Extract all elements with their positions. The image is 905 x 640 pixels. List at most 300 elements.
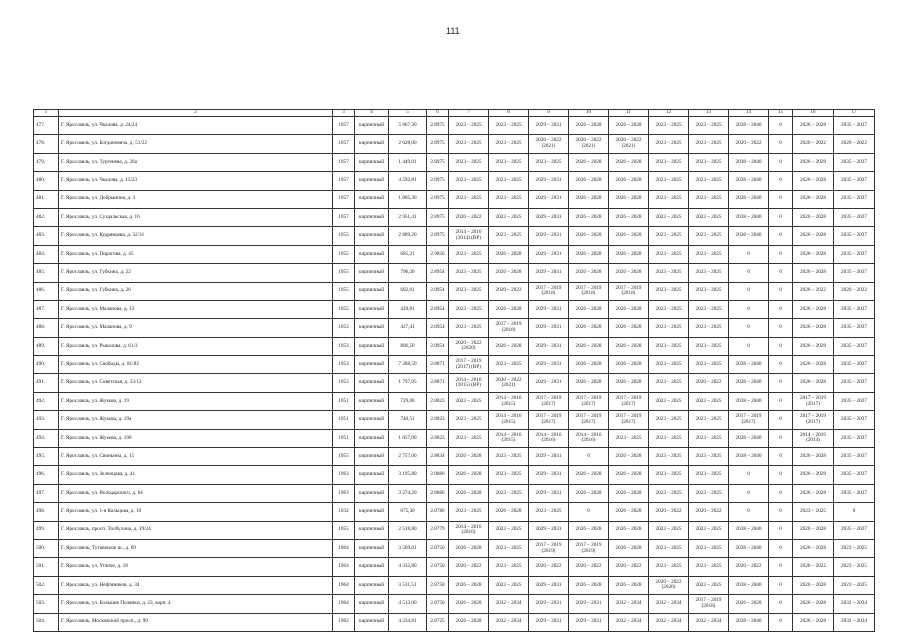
table-cell: 2032 – 2034 <box>609 613 649 631</box>
table-cell: 1955 <box>333 300 355 318</box>
table-cell: 2023 – 2025 <box>689 466 729 484</box>
table-cell: 1 797,05 <box>389 374 427 392</box>
table-cell: 2020 – 2022 (2021) <box>609 135 649 153</box>
table-cell: 1955 <box>333 264 355 282</box>
table-cell: 2026 – 2028 <box>569 117 609 135</box>
table-cell: 2023 – 2025 <box>649 558 689 576</box>
table-cell: 0 <box>769 319 793 337</box>
table-cell: 2026 – 2028 <box>609 117 649 135</box>
table-cell: 2026 – 2028 <box>449 448 489 466</box>
table-cell: 0 <box>769 190 793 208</box>
table-cell: 2023 – 2025 <box>449 411 489 429</box>
table-cell: Г. Ярославль, ул. Зеленцова, д. 41 <box>59 466 333 484</box>
table-cell: 0 <box>769 558 793 576</box>
table-cell: 1955 <box>333 282 355 300</box>
table-cell: 2.8975 <box>427 227 449 245</box>
table-cell: 2017 – 2019 (2017) <box>529 392 569 410</box>
table-cell: 2029 – 2031 <box>529 466 569 484</box>
table-row <box>34 300 875 318</box>
table-cell: 2.8786 <box>427 503 449 521</box>
table-cell: 2.8866 <box>427 484 449 502</box>
table-cell: 2035 – 2037 <box>834 466 875 484</box>
table-cell: 1 449,01 <box>389 153 427 171</box>
table-cell: 2026 – 2028 <box>609 374 649 392</box>
table-cell: Г. Ярославль, ул. Свободы, д. 81/83 <box>59 356 333 374</box>
column-header: 1 <box>34 110 59 117</box>
table-cell: 3 569,01 <box>389 539 427 557</box>
table-cell: 2026 – 2028 <box>793 264 834 282</box>
table-cell: кирпичный <box>355 374 389 392</box>
table-row <box>34 208 875 226</box>
table-cell: 3 531,51 <box>389 576 427 594</box>
table-cell: Г. Ярославль, ул. Большие Полянки, д. 23, корп. 4 <box>59 595 333 613</box>
table-cell: 2023 – 2025 <box>489 576 529 594</box>
table-cell: 2023 – 2025 <box>689 539 729 557</box>
table-cell: 2026 – 2028 <box>729 595 769 613</box>
table-cell: 2023 – 2025 <box>649 300 689 318</box>
table-cell: Г. Ярославль, ул. Советская, д. 23/12 <box>59 374 333 392</box>
table-cell: 487. <box>34 300 59 318</box>
table-cell: 2035 – 2037 <box>834 392 875 410</box>
table-cell: 0 <box>834 503 875 521</box>
table-cell: 494. <box>34 429 59 447</box>
table-cell: 0 <box>769 576 793 594</box>
table-cell: 0 <box>769 539 793 557</box>
table-cell: 2023 – 2025 <box>689 319 729 337</box>
table-cell: 2023 – 2025 <box>489 208 529 226</box>
table-cell: 2017 – 2019 (2018) <box>609 282 649 300</box>
table-cell: 2026 – 2028 <box>569 484 609 502</box>
table-cell: 2023 – 2025 <box>689 245 729 263</box>
table-cell: 2026 – 2028 <box>569 245 609 263</box>
column-header: 14 <box>729 110 769 117</box>
table-cell: 0 <box>769 466 793 484</box>
table-cell: 0 <box>769 613 793 631</box>
table-row <box>34 356 875 374</box>
table-cell: 3 195,80 <box>389 466 427 484</box>
table-cell: 1955 <box>333 521 355 539</box>
table-cell: 2026 – 2028 <box>609 190 649 208</box>
table-row <box>34 466 875 484</box>
table-cell: 2035 – 2037 <box>834 337 875 355</box>
table-cell: 2026 – 2028 <box>793 595 834 613</box>
table-cell: 1957 <box>333 117 355 135</box>
table-cell: 2023 – 2025 <box>689 429 729 447</box>
table-cell: 2017 – 2019 (2018) <box>569 282 609 300</box>
table-cell: 2023 – 2025 <box>649 484 689 502</box>
table-cell: 2.8954 <box>427 282 449 300</box>
table-cell: 2017 – 2019 (2017) <box>609 392 649 410</box>
table-cell: 2017 – 2019 (2017) <box>529 411 569 429</box>
table-cell: 796,20 <box>389 264 427 282</box>
table-cell: 2032 – 2034 <box>649 595 689 613</box>
table-row <box>34 227 875 245</box>
table-cell: 2023 – 2025 <box>689 576 729 594</box>
table-cell: 1963 <box>333 466 355 484</box>
table-cell: 498. <box>34 503 59 521</box>
table-cell: 2026 – 2028 <box>793 300 834 318</box>
table-cell: 2020 – 2022 <box>834 135 875 153</box>
table-cell: 2017 – 2019 (2017) <box>793 411 834 429</box>
table-cell: 2029 – 2031 <box>529 356 569 374</box>
table-cell: 0 <box>769 227 793 245</box>
table-cell: 2023 – 2025 <box>489 227 529 245</box>
table-cell: 0 <box>769 300 793 318</box>
table-cell: 1953 <box>333 356 355 374</box>
table-row <box>34 411 875 429</box>
column-header: 6 <box>427 110 449 117</box>
table-cell: 2023 – 2025 <box>689 300 729 318</box>
table-cell: Г. Ярославль, просп. Толбухина, д. 19/24 <box>59 521 333 539</box>
table-cell: 2.8750 <box>427 558 449 576</box>
table-cell: 2038 – 2040 <box>729 613 769 631</box>
table-cell: кирпичный <box>355 135 389 153</box>
table-cell: 2026 – 2028 <box>449 484 489 502</box>
table-row <box>34 319 875 337</box>
table-cell: 0 <box>729 245 769 263</box>
table-cell: 2026 – 2028 <box>609 484 649 502</box>
table-cell: 491. <box>34 374 59 392</box>
table-cell: 675,30 <box>389 503 427 521</box>
table-cell: 2020 – 2022 <box>793 135 834 153</box>
table-row <box>34 558 875 576</box>
table-cell: 2017 – 2019 (2017) <box>609 411 649 429</box>
table-cell: 2023 – 2025 <box>689 135 729 153</box>
table-cell: 482. <box>34 208 59 226</box>
table-cell: 2026 – 2028 <box>609 208 649 226</box>
table-cell: 1955 <box>333 448 355 466</box>
table-cell: 2023 – 2025 <box>689 392 729 410</box>
table-cell: 2023 – 2025 <box>689 190 729 208</box>
table-cell: 2026 – 2028 <box>569 227 609 245</box>
table-cell: 2026 – 2028 <box>569 466 609 484</box>
column-header: 5 <box>389 110 427 117</box>
table-cell: 2020 – 2022 <box>689 503 729 521</box>
table-cell: 2035 – 2037 <box>834 172 875 190</box>
table-cell: 2020 – 2022 <box>449 558 489 576</box>
table-cell: 2023 – 2025 <box>649 429 689 447</box>
table-row <box>34 135 875 153</box>
table-cell: 2023 – 2025 <box>529 503 569 521</box>
table-cell: 2023 – 2025 <box>449 503 489 521</box>
table-cell: 2026 – 2028 <box>569 576 609 594</box>
table-cell: 0 <box>729 484 769 502</box>
table-cell: 2023 – 2025 <box>489 190 529 208</box>
table-cell: 2026 – 2028 <box>609 521 649 539</box>
table-cell: 2026 – 2028 <box>609 466 649 484</box>
table-cell: 1964 <box>333 595 355 613</box>
table-cell: 478. <box>34 135 59 153</box>
table-cell: кирпичный <box>355 117 389 135</box>
table-cell: 2023 – 2025 <box>649 539 689 557</box>
table-cell: 2029 – 2031 <box>529 595 569 613</box>
table-cell: 2.8954 <box>427 264 449 282</box>
table-cell: 2023 – 2025 <box>489 558 529 576</box>
table-cell: Г. Ярославль, ул. Чкалова, д. 24/24 <box>59 117 333 135</box>
table-cell: 2029 – 2031 <box>529 190 569 208</box>
table-cell: 2020 – 2022 <box>729 135 769 153</box>
table-cell: 2038 – 2040 <box>729 539 769 557</box>
table-cell: кирпичный <box>355 429 389 447</box>
table-cell: 2017 – 2019 (2018) <box>689 595 729 613</box>
table-cell: 2023 – 2025 <box>649 466 689 484</box>
table-cell: 2026 – 2028 <box>609 264 649 282</box>
table-cell: 2020 – 2022 (2021) <box>569 135 609 153</box>
table-cell: 1963 <box>333 484 355 502</box>
table-cell: 2026 – 2028 <box>569 356 609 374</box>
table-cell: 1953 <box>333 319 355 337</box>
table-cell: 2020 – 2022 <box>609 558 649 576</box>
table-cell: 2035 – 2037 <box>834 190 875 208</box>
table-cell: 1951 <box>333 411 355 429</box>
table-cell: 2026 – 2028 <box>609 227 649 245</box>
table-cell: 2026 – 2028 <box>793 356 834 374</box>
table-cell: 2.8871 <box>427 356 449 374</box>
table-cell: 497. <box>34 484 59 502</box>
table-cell: 488. <box>34 319 59 337</box>
table-cell: 501. <box>34 558 59 576</box>
table-cell: 0 <box>569 503 609 521</box>
table-cell: 2035 – 2037 <box>834 245 875 263</box>
table-row <box>34 539 875 557</box>
table-cell: 2023 – 2025 <box>793 503 834 521</box>
table-cell: 2029 – 2031 <box>529 245 569 263</box>
table-cell: 2038 – 2040 <box>729 190 769 208</box>
table-cell: 2026 – 2028 <box>489 300 529 318</box>
table-cell: 685,21 <box>389 245 427 263</box>
table-cell: 490. <box>34 356 59 374</box>
table-cell: 0 <box>729 282 769 300</box>
table-cell: 2026 – 2028 <box>569 190 609 208</box>
table-cell: 740,51 <box>389 411 427 429</box>
table-cell: 479. <box>34 153 59 171</box>
table-cell: кирпичный <box>355 466 389 484</box>
table-cell: 0 <box>769 135 793 153</box>
table-cell: 2.8823 <box>427 429 449 447</box>
table-cell: 2035 – 2037 <box>834 484 875 502</box>
table-cell: 2020 – 2022 <box>449 208 489 226</box>
table-cell: 2023 – 2025 <box>689 448 729 466</box>
table-cell: 0 <box>769 208 793 226</box>
table-cell: 1955 <box>333 227 355 245</box>
table-cell: 2.8750 <box>427 539 449 557</box>
table-cell: 2023 – 2025 <box>489 466 529 484</box>
table-cell: 0 <box>769 429 793 447</box>
table-cell: 503. <box>34 595 59 613</box>
table-cell: 2029 – 2031 <box>529 613 569 631</box>
table-cell: 427,41 <box>389 319 427 337</box>
table-cell: 2 809,20 <box>389 227 427 245</box>
table-cell: 2026 – 2028 <box>569 264 609 282</box>
column-header: 2 <box>59 110 333 117</box>
table-cell: 2029 – 2031 <box>529 172 569 190</box>
table-cell: 2023 – 2025 <box>649 135 689 153</box>
table-cell: 492. <box>34 392 59 410</box>
table-cell: 2014 – 2016 (2014) <box>793 429 834 447</box>
table-cell: 2026 – 2028 <box>793 539 834 557</box>
table-cell: 2032 – 2034 <box>689 613 729 631</box>
table-cell: 2023 – 2025 <box>649 190 689 208</box>
header-row <box>34 110 875 117</box>
table-cell: 2023 – 2025 <box>689 337 729 355</box>
table-cell: 2026 – 2028 <box>793 117 834 135</box>
table-cell: 2035 – 2037 <box>834 521 875 539</box>
table-cell: 2026 – 2028 <box>793 576 834 594</box>
table-cell: 500. <box>34 539 59 557</box>
table-cell: 2032 – 2034 <box>649 613 689 631</box>
table-cell: 2020 – 2022 <box>793 282 834 300</box>
table-cell: 2023 – 2025 <box>489 117 529 135</box>
table-cell: 2023 – 2025 <box>689 484 729 502</box>
table-cell: 2020 – 2022 <box>569 558 609 576</box>
table-cell: 2023 – 2025 <box>449 153 489 171</box>
table-cell: 4 332,80 <box>389 558 427 576</box>
table-cell: 0 <box>769 356 793 374</box>
table-row <box>34 521 875 539</box>
table-cell: Г. Ярославль, ул. Губкина, д. 26 <box>59 282 333 300</box>
table-cell: 2023 – 2025 <box>489 521 529 539</box>
table-cell: Г. Ярославль, ул. Угличе, д. 18 <box>59 558 333 576</box>
table-cell: 2038 – 2040 <box>729 227 769 245</box>
table-cell: 2023 – 2025 <box>649 448 689 466</box>
table-cell: 2026 – 2028 <box>793 208 834 226</box>
table-cell: 2023 – 2025 <box>449 245 489 263</box>
table-cell: кирпичный <box>355 300 389 318</box>
table-cell: Г. Ярославль, ул. Жукова, д. 19а <box>59 411 333 429</box>
table-cell: 502. <box>34 576 59 594</box>
table-cell: 2026 – 2028 <box>793 172 834 190</box>
table-cell: 2023 – 2025 <box>649 337 689 355</box>
table-cell: 2035 – 2037 <box>834 374 875 392</box>
table-cell: 483. <box>34 227 59 245</box>
table-cell: 2017 – 2019 (2019) <box>569 539 609 557</box>
table-cell: 2017 – 2019 (2019) <box>529 539 569 557</box>
table-cell: 2023 – 2025 <box>649 227 689 245</box>
table-cell: 504. <box>34 613 59 631</box>
table-cell: 2035 – 2037 <box>834 227 875 245</box>
table-cell: 2.8954 <box>427 300 449 318</box>
table-cell: 2035 – 2037 <box>834 411 875 429</box>
table-cell: 2023 – 2025 <box>689 356 729 374</box>
table-cell: Г. Ярославль, Тутаевское ш., д. 69 <box>59 539 333 557</box>
table-cell: 2026 – 2028 <box>489 264 529 282</box>
table-cell: 2023 – 2025 <box>449 264 489 282</box>
table-cell: 429,81 <box>389 300 427 318</box>
table-cell: 2026 – 2028 <box>569 337 609 355</box>
table-cell: 2023 – 2025 <box>834 576 875 594</box>
table-cell: Г. Ярославль, ул. Рыкалова, д. 61/3 <box>59 337 333 355</box>
column-header: 13 <box>689 110 729 117</box>
table-cell: 2035 – 2037 <box>834 117 875 135</box>
table-cell: 0 <box>769 172 793 190</box>
table-cell: 2023 – 2025 <box>649 282 689 300</box>
table-cell: Г. Ярославль, ул. Жукова, д. 19 <box>59 392 333 410</box>
table-cell: 0 <box>729 300 769 318</box>
table-cell: 2023 – 2025 <box>529 153 569 171</box>
table-cell: 2020 – 2022 <box>489 282 529 300</box>
page-number: 111 <box>446 26 460 36</box>
table-cell: кирпичный <box>355 411 389 429</box>
table-cell: 2026 – 2028 <box>569 319 609 337</box>
table-row <box>34 429 875 447</box>
table-cell: 2023 – 2025 <box>449 429 489 447</box>
table-cell: 0 <box>769 153 793 171</box>
table-cell: 2014 – 2016 (2016) <box>569 429 609 447</box>
table-cell: 1957 <box>333 190 355 208</box>
table-cell: Г. Ярославль, ул. Володарского, д. 64 <box>59 484 333 502</box>
table-cell: 2020 – 2022 (2020) <box>449 337 489 355</box>
table-cell: 1955 <box>333 245 355 263</box>
table-cell: 2023 – 2025 <box>489 448 529 466</box>
table-cell: 2026 – 2028 <box>489 245 529 263</box>
table-cell: 2.8975 <box>427 153 449 171</box>
table-cell: 495. <box>34 448 59 466</box>
table-cell: 2023 – 2025 <box>649 208 689 226</box>
table-cell: 2026 – 2028 <box>793 153 834 171</box>
column-header: 10 <box>569 110 609 117</box>
table-cell: 1951 <box>333 429 355 447</box>
column-header: 15 <box>769 110 793 117</box>
table-cell: 1 057,00 <box>389 429 427 447</box>
table-cell: 2 757,00 <box>389 448 427 466</box>
table-cell: кирпичный <box>355 392 389 410</box>
table-cell: 2026 – 2028 <box>609 503 649 521</box>
table-cell: 0 <box>729 337 769 355</box>
table-cell: 2023 – 2025 <box>649 153 689 171</box>
table-cell: 2026 – 2028 <box>793 374 834 392</box>
table-cell: Г. Ярославль, ул. Нефтяников, д. 34 <box>59 576 333 594</box>
table-cell: 2038 – 2040 <box>729 172 769 190</box>
table-cell: 2023 – 2025 <box>489 484 529 502</box>
table-cell: 2029 – 2031 <box>529 264 569 282</box>
table-cell: Г. Ярославль, Московский просп., д. 90 <box>59 613 333 631</box>
table-cell: 2023 – 2025 <box>689 411 729 429</box>
table-row <box>34 392 875 410</box>
table-cell: 2020 – 2022 <box>834 282 875 300</box>
table-cell: 2035 – 2037 <box>834 429 875 447</box>
table-cell: 2029 – 2031 <box>569 613 609 631</box>
table-cell: кирпичный <box>355 172 389 190</box>
table-cell: 0 <box>769 392 793 410</box>
table-cell: 3 274,20 <box>389 484 427 502</box>
table-cell: 2026 – 2028 <box>609 172 649 190</box>
table-cell: 2.8975 <box>427 190 449 208</box>
table-cell: 2026 – 2028 <box>609 448 649 466</box>
table-cell: 2.8750 <box>427 595 449 613</box>
table-cell: кирпичный <box>355 595 389 613</box>
table-cell: 2026 – 2028 <box>609 300 649 318</box>
table-cell: 2023 – 2025 <box>489 153 529 171</box>
table-cell: 2020 – 2022 <box>689 374 729 392</box>
table-cell: кирпичный <box>355 227 389 245</box>
table-cell: 2023 – 2025 <box>689 558 729 576</box>
table-cell: 2026 – 2028 <box>569 208 609 226</box>
table-cell: 2023 – 2025 <box>649 392 689 410</box>
table-cell: 2017 – 2019 (2017) <box>729 411 769 429</box>
table-cell: Г. Ярославль, ул. Свиньина, д. 15 <box>59 448 333 466</box>
table-cell: 2026 – 2028 <box>489 337 529 355</box>
table-cell: 2026 – 2028 <box>793 319 834 337</box>
table-cell: 2035 – 2037 <box>834 319 875 337</box>
table-cell: 2038 – 2040 <box>729 208 769 226</box>
table-cell: 2.8823 <box>427 411 449 429</box>
table-cell: 2.8834 <box>427 448 449 466</box>
table-cell: 1964 <box>333 558 355 576</box>
table-cell: 1964 <box>333 576 355 594</box>
table-cell: 0 <box>729 503 769 521</box>
table-cell: 2029 – 2031 <box>529 117 569 135</box>
table-cell: 2014 – 2016 (2015) (ВР) <box>449 374 489 392</box>
